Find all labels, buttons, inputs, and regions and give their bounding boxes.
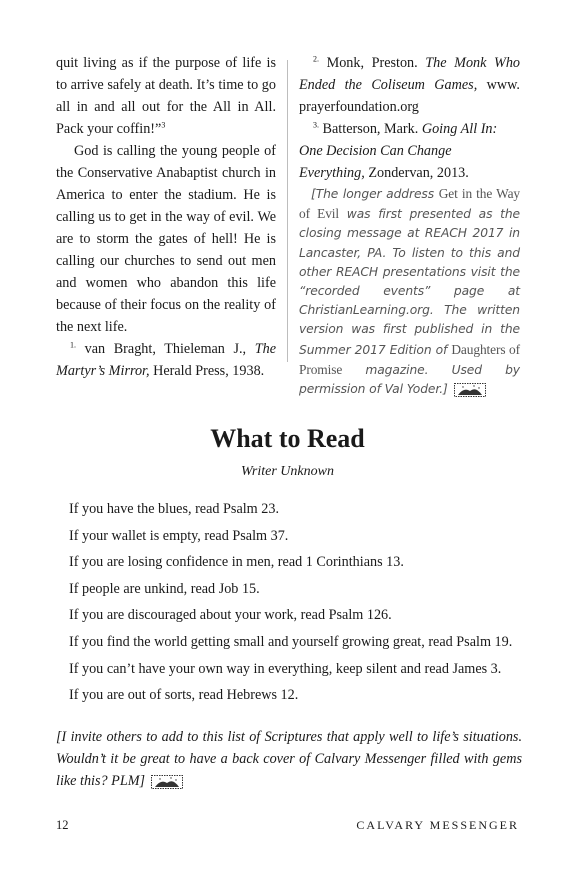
- list-item: If you can’t have your own way in everything, keep silent and read James 3.: [69, 660, 502, 677]
- footnote-number: 1.: [70, 340, 76, 350]
- list-item: If you are out of sorts, read Hebrews 12.: [69, 687, 299, 704]
- footnote-author: Monk, Preston.: [326, 55, 426, 71]
- footnote-author: Batterson, Mark.: [322, 121, 422, 137]
- list-item: If you are discouraged about your work, read Psalm 126.: [69, 607, 392, 624]
- footnote-number: 3.: [313, 120, 319, 130]
- footnote-publisher: Zondervan, 2013.: [364, 165, 469, 181]
- sunrise-end-mark-icon: [454, 383, 486, 397]
- note-text: magazine. Used by permission of Val Yoder.]: [299, 362, 520, 397]
- list-item: If you find the world getting small and yourself growing great, read Psalm 19.: [69, 633, 513, 650]
- footnote-title: The Martyr’s Mirror,: [56, 341, 276, 379]
- editor-note: [299, 184, 520, 399]
- footnote-title: The Monk Who Ended the Coliseum Games,: [299, 55, 521, 93]
- note-magazine: Daughters of Promise: [299, 341, 520, 377]
- footnote-number: 2.: [313, 54, 319, 64]
- paragraph-text: quit living as if the purpose of life is to arrive safely at death. It’s time to go all in and all out for the All in All. Pack your coffin!”: [56, 55, 276, 137]
- footnote-1: [56, 338, 276, 382]
- closing-note: [56, 726, 522, 792]
- footnote-ref: 3: [161, 120, 166, 130]
- page-number: 12: [56, 818, 69, 832]
- scripture-list: [69, 496, 529, 709]
- column-divider: [287, 60, 288, 362]
- closing-text: [I invite others to add to this list of Scriptures that apply well to life’s situations. Wouldn’t it be great to have a back cover of Calvary Messenger filled with gems like this? PLM]: [56, 729, 522, 789]
- footnote-publisher: Herald Press, 1938.: [149, 363, 265, 379]
- note-title: Get in the Way of Evil: [299, 186, 521, 222]
- list-item: If you are losing confidence in men, read 1 Corinthians 13.: [69, 554, 404, 571]
- note-text: [The longer address: [311, 187, 439, 201]
- list-item: If your wallet is empty, read Psalm 37.: [69, 527, 289, 544]
- article-title: What to Read: [210, 424, 365, 453]
- list-item: If people are unkind, read Job 15.: [69, 580, 260, 597]
- footnote-3: [299, 118, 520, 184]
- footnote-2: [299, 52, 520, 118]
- note-text: was first presented as the closing message at REACH 2017 in Lancaster, PA. To listen to this and other REACH presentations visit the “recorded events” page at ChristianLearning.org. The written version was first published in the Summer 2017 Edition of: [299, 207, 520, 357]
- publication-name: CALVARY MESSENGER: [356, 818, 519, 832]
- paragraph-calling: God is calling the young people of the Conservative Anabaptist church in America to enter the stadium. He is calling us to get in the way of evil. We are to storm the gates of hell! He is calling our churches to send out men and women who abandon this life because of their focus on the reality of the next life.: [56, 143, 276, 335]
- footnote-author: van Braght, Thieleman J.,: [84, 341, 255, 357]
- right-column: [299, 52, 520, 399]
- list-item: If you have the blues, read Psalm 23.: [69, 501, 279, 517]
- sunrise-end-mark-icon: [151, 775, 183, 789]
- paragraph-continued: [56, 52, 276, 140]
- left-column: [56, 52, 276, 382]
- article-byline: Writer Unknown: [241, 464, 334, 479]
- footnote-publisher: www. prayerfoundation.org: [299, 77, 520, 115]
- footnote-title: Going All In: One Decision Can Change Everything,: [299, 121, 498, 181]
